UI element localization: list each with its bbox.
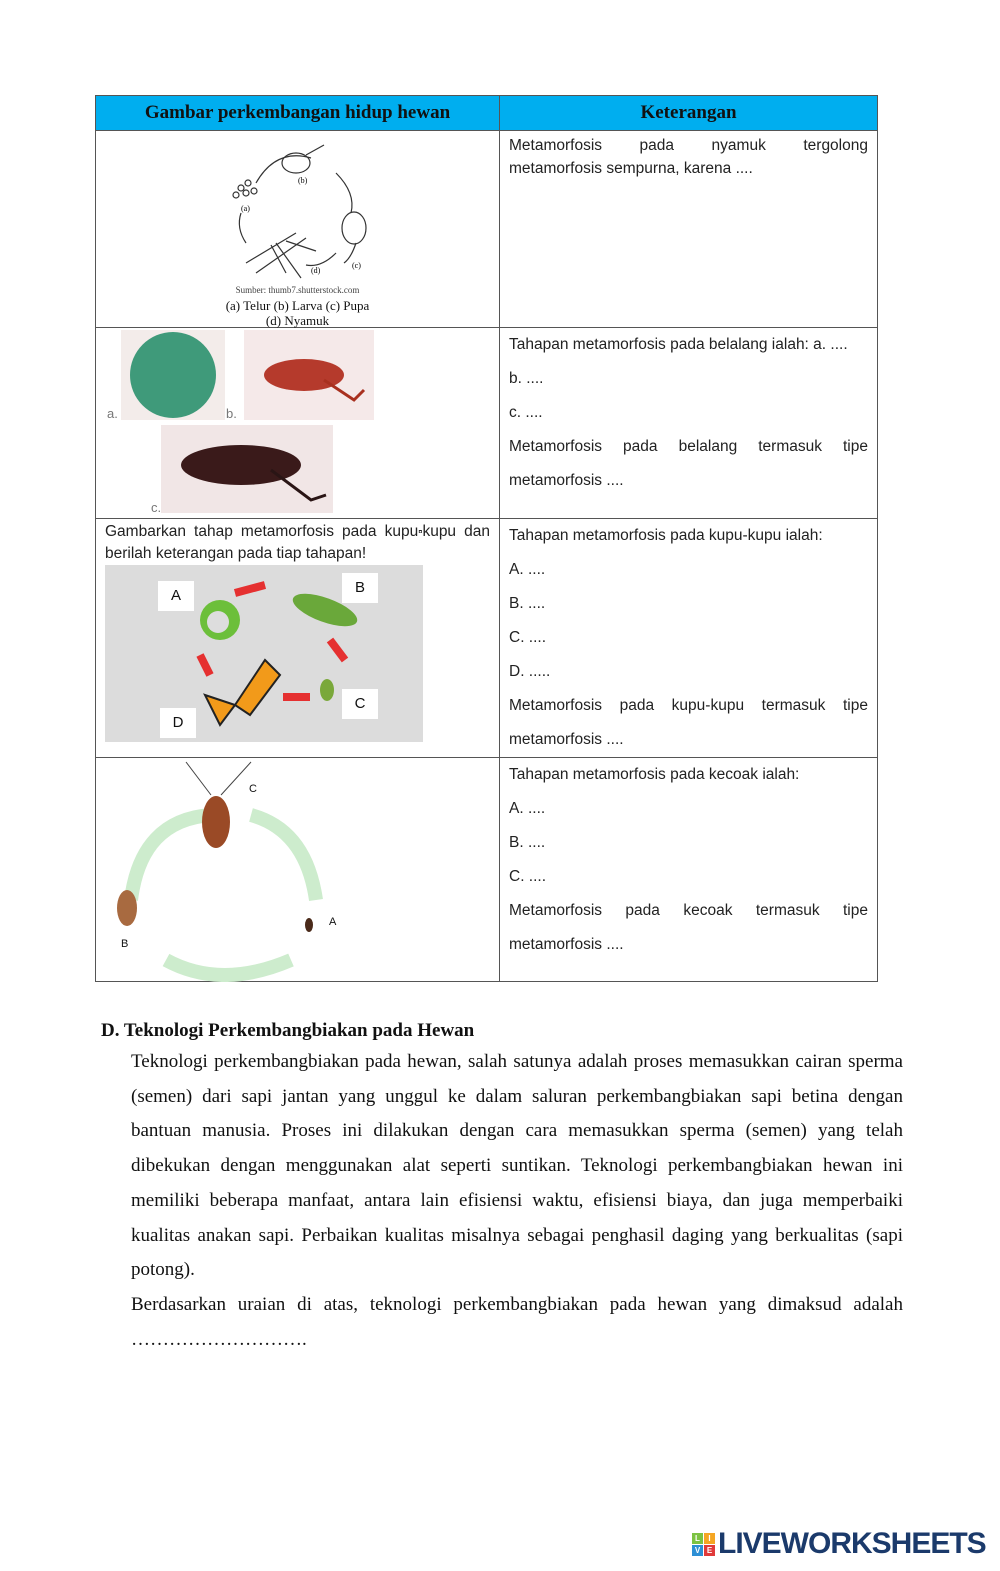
description-text: Metamorfosis pada kupu-kupu termasuk tipe <box>509 697 868 714</box>
mosquito-lifecycle-image <box>216 133 376 288</box>
label-b: B <box>342 573 378 603</box>
description-text: Metamorfosis pada nyamuk tergolong <box>509 137 868 154</box>
column-header-image: Gambar perkembangan hidup hewan <box>96 96 500 131</box>
answer-line-b: B. .... <box>509 834 546 851</box>
label-c: (c) <box>352 261 361 270</box>
metamorphosis-table <box>95 95 878 982</box>
butterfly-lifecycle-image <box>105 565 423 742</box>
section-d <box>101 1020 903 1357</box>
label-c: C <box>249 783 257 795</box>
label-c: C <box>342 689 378 719</box>
image-caption: (a) Telur (b) Larva (c) Pupa <box>225 298 370 313</box>
section-question: Berdasarkan uraian di atas, teknologi perkembangbiakan pada hewan yang dimaksud adalah ………………………. <box>131 1293 903 1350</box>
label-c: c. <box>151 500 162 515</box>
label-b: b. <box>226 406 237 421</box>
table-row-butterfly <box>96 519 878 758</box>
drawing-instruction: Gambarkan tahap metamorfosis pada kupu⬞kupu dan berilah keterangan pada tiap tahapan! <box>105 523 490 562</box>
answer-line-c: c. .... <box>509 404 543 421</box>
grasshopper-egg-image <box>121 330 225 420</box>
liveworksheets-logo <box>692 1527 986 1561</box>
description-text: metamorfosis .... <box>509 731 624 748</box>
label-d: (d) <box>311 266 321 275</box>
description-text: Tahapan metamorfosis pada kecoak ialah: <box>509 766 800 783</box>
answer-line-d: D. ..... <box>509 663 551 680</box>
label-a: (a) <box>241 204 250 213</box>
logo-text: LIVEWORKSHEETS <box>718 1527 986 1560</box>
description-text: metamorfosis sempurna, karena .... <box>509 160 753 177</box>
label-d: D <box>160 708 196 738</box>
description-text: Metamorfosis pada belalang termasuk tipe <box>509 438 868 455</box>
label-b: B <box>121 938 129 950</box>
table-row-cockroach <box>96 758 878 982</box>
description-text: Metamorfosis pada kecoak termasuk tipe <box>509 902 868 919</box>
description-text: Tahapan metamorfosis pada kupu-kupu ialah: <box>509 527 823 544</box>
section-paragraph: Teknologi perkembangbiakan pada hewan, salah satunya adalah proses memasukkan cairan sperma (semen) dari sapi jantan yang unggul ke dalam saluran perkembangbiakan sapi betina dengan bantuan manusia. Proses ini dilakukan dengan cara memasukkan sperma (semen) yang telah dibekukan dengan menggunakan alat seperti suntikan. Teknologi perkembangbiakan hewan ini memiliki beberapa manfaat, antara lain efisiensi waktu, efisiensi biaya, dan juga memperbaiki kualitas anakan sapi. Perbaikan kualitas misalnya sebagai penghasil daging yang berkualitas (sapi potong). <box>131 1051 903 1281</box>
label-a: A <box>158 581 194 611</box>
description-text: metamorfosis .... <box>509 472 624 489</box>
answer-line-b: b. .... <box>509 370 544 387</box>
grasshopper-nymph-image <box>244 330 374 420</box>
answer-line-b: B. .... <box>509 595 546 612</box>
column-header-description: Keterangan <box>500 96 878 131</box>
image-source: Sumber: thumb7.shutterstock.com <box>235 285 360 295</box>
section-heading: D. Teknologi Perkembangbiakan pada Hewan <box>101 1020 475 1041</box>
label-a: A <box>329 916 337 928</box>
answer-line-a: A. .... <box>509 561 546 578</box>
image-caption-2: (d) Nyamuk <box>265 313 330 328</box>
answer-line-c: C. .... <box>509 868 547 885</box>
logo-badge-icon: L I V E <box>692 1533 715 1556</box>
label-a: a. <box>107 406 118 421</box>
answer-line-c: C. .... <box>509 629 547 646</box>
grasshopper-adult-image <box>161 425 333 513</box>
description-text: metamorfosis .... <box>509 936 624 953</box>
table-row-mosquito <box>96 131 878 328</box>
label-b: (b) <box>298 176 308 185</box>
cockroach-lifecycle-image <box>101 760 361 982</box>
table-row-grasshopper <box>96 328 878 519</box>
description-text: Tahapan metamorfosis pada belalang ialah: a. .... <box>509 336 848 353</box>
answer-line-a: A. .... <box>509 800 546 817</box>
